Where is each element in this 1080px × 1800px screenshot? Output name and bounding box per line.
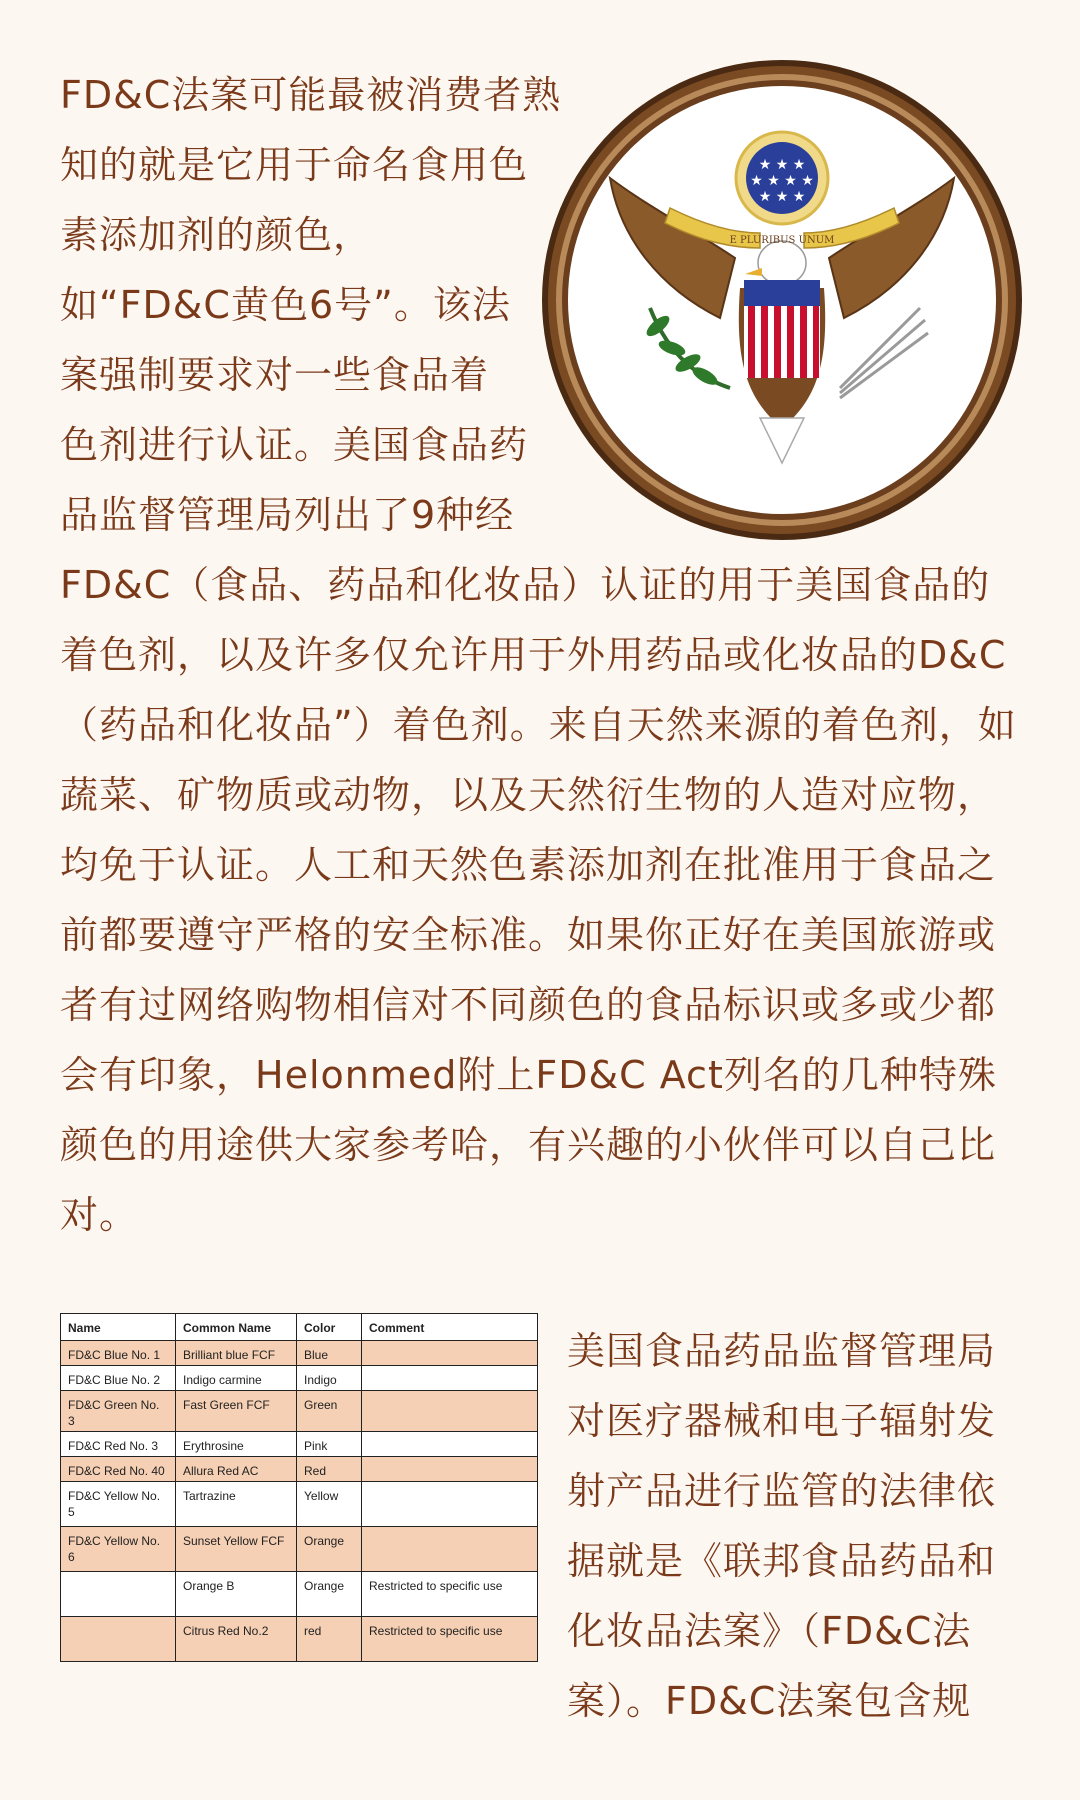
seal-motto: E PLURIBUS UNUM	[729, 235, 835, 246]
svg-text:★ ★ ★ ★: ★ ★ ★ ★	[750, 173, 814, 189]
cell-name	[61, 1617, 176, 1662]
cell-common-name: Citrus Red No.2	[176, 1617, 297, 1662]
cell-name	[61, 1572, 176, 1617]
cell-comment	[362, 1432, 538, 1457]
table-row	[61, 1341, 538, 1366]
cell-comment	[362, 1366, 538, 1391]
svg-text:★ ★ ★: ★ ★ ★	[758, 189, 806, 205]
cell-common-name: Indigo carmine	[176, 1366, 297, 1391]
table-row	[61, 1457, 538, 1482]
cell-name: FD&C Red No. 40	[61, 1457, 176, 1482]
cell-comment: Restricted to specific use	[362, 1572, 538, 1617]
header-color: Color	[297, 1314, 362, 1341]
cell-color: Pink	[297, 1432, 362, 1457]
table-header-row	[61, 1314, 538, 1341]
cell-common-name: Brilliant blue FCF	[176, 1341, 297, 1366]
cell-name: FD&C Red No. 3	[61, 1432, 176, 1457]
cell-comment	[362, 1457, 538, 1482]
header-comment: Comment	[362, 1314, 538, 1341]
header-common-name: Common Name	[176, 1314, 297, 1341]
cell-color: Indigo	[297, 1366, 362, 1391]
cell-name: FD&C Yellow No. 5	[61, 1482, 176, 1527]
cell-common-name: Fast Green FCF	[176, 1391, 297, 1432]
cell-common-name: Sunset Yellow FCF	[176, 1527, 297, 1572]
cell-color: Yellow	[297, 1482, 362, 1527]
intro-paragraph-text: FD&C法案可能最被消费者熟知的就是它用于命名食用色素添加剂的颜色，如“FD&C黄色6号”。该法案强制要求对一些食品着色剂进行认证。美国食品药品监督管理局列出了9种经FD&C（食品、药品和化妆品）认证的用于美国食品的着色剂，以及许多仅允许用于外用药品或化妆品的D&C（药品和化妆品”）着色剂。来自天然来源的着色剂，如蔬菜、矿物质或动物，以及天然衍生物的人造对应物，均免于认证。人工和天然色素添加剂在批准用于食品之前都要遵守严格的安全标准。如果你正好在美国旅游或者有过网络购物相信对不同颜色的食品标识或多或少都会有印象，Helonmed附上FD&C Act列名的几种特殊颜色的用途供大家参考哈，有兴趣的小伙伴可以自己比对。	[60, 73, 1017, 1237]
cell-comment	[362, 1482, 538, 1527]
table-row	[61, 1617, 538, 1662]
svg-text:★ ★ ★: ★ ★ ★	[758, 157, 806, 173]
cell-common-name: Tartrazine	[176, 1482, 297, 1527]
cell-color: red	[297, 1617, 362, 1662]
fdc-color-table	[60, 1313, 538, 1662]
side-paragraph: 美国食品药品监督管理局对医疗器械和电子辐射发射产品进行监管的法律依据就是《联邦食品药品和化妆品法案》（FD&C法案）。FD&C法案包含规	[567, 1329, 997, 1723]
table-row	[61, 1391, 538, 1432]
cell-name: FD&C Yellow No. 6	[61, 1527, 176, 1572]
table-row	[61, 1432, 538, 1457]
header-name: Name	[61, 1314, 176, 1341]
cell-name: FD&C Blue No. 2	[61, 1366, 176, 1391]
table-row	[61, 1482, 538, 1527]
cell-color: Green	[297, 1391, 362, 1432]
cell-common-name: Allura Red AC	[176, 1457, 297, 1482]
cell-common-name: Orange B	[176, 1572, 297, 1617]
cell-comment	[362, 1391, 538, 1432]
cell-name: FD&C Green No. 3	[61, 1391, 176, 1432]
cell-comment	[362, 1341, 538, 1366]
table-row	[61, 1527, 538, 1572]
table-row	[61, 1366, 538, 1391]
cell-common-name: Erythrosine	[176, 1432, 297, 1457]
cell-name: FD&C Blue No. 1	[61, 1341, 176, 1366]
cell-color: Red	[297, 1457, 362, 1482]
great-seal-image	[540, 58, 1024, 542]
cell-color: Blue	[297, 1341, 362, 1366]
cell-color: Orange	[297, 1572, 362, 1617]
table-row	[61, 1572, 538, 1617]
cell-comment	[362, 1527, 538, 1572]
cell-color: Orange	[297, 1527, 362, 1572]
cell-comment: Restricted to specific use	[362, 1617, 538, 1662]
